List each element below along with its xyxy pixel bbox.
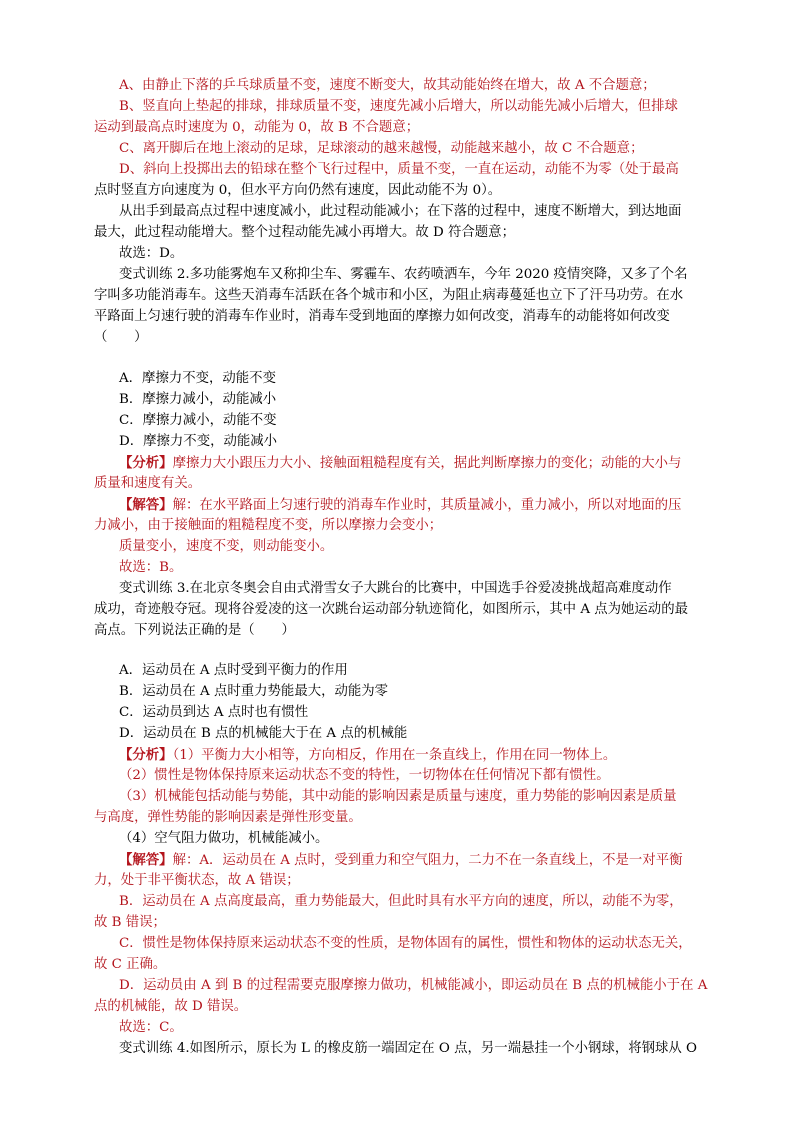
line-42	[119, 976, 707, 996]
line-30	[119, 724, 407, 744]
line-12	[94, 307, 670, 327]
line-31	[119, 745, 616, 766]
line-text: C、离开脚后在地上滚动的足球，足球滚动的越来越慢，动能越来越小，故 C 不合题意；	[119, 141, 644, 156]
line-29	[119, 703, 308, 723]
analysis-tag: 【分析】	[119, 747, 173, 763]
line-text: 故选：B。	[119, 560, 183, 575]
line-text: 最大，此过程动能增大。整个过程动能先减小再增大。故 D 符合题意；	[94, 225, 515, 240]
line-13	[94, 328, 148, 348]
line-44	[119, 1018, 183, 1038]
line-16	[119, 411, 277, 431]
line-25	[94, 600, 688, 620]
line-text: D．运动员由 A 到 B 的过程需要克服摩擦力做功，机械能减小，即运动员在 B 点的机械能小于在 A	[119, 978, 708, 993]
line-39	[94, 913, 166, 933]
line-text: 高点。下列说法正确的是（ ）	[94, 623, 295, 638]
line-17	[119, 432, 277, 452]
line-37	[94, 871, 300, 891]
answer-tag: 【解答】	[119, 497, 173, 513]
line-45	[119, 1039, 697, 1059]
line-06	[94, 181, 501, 201]
line-text: 平路面上匀速行驶的消毒车作业时，消毒车受到地面的摩擦力如何改变，消毒车的动能将如何改变	[94, 309, 670, 324]
option-d: D．摩擦力不变，动能减小	[119, 434, 278, 449]
option-a: A．运动员在 A 点时受到平衡力的作用	[119, 663, 348, 678]
line-text: （3）机械能包括动能与势能，其中动能的影响因素是质量与速度，重力势能的影响因素是质量	[119, 789, 677, 804]
line-text: 成功，奇迹般夺冠。现将谷爱凌的这一次跳台运动部分轨迹简化，如图所示，其中 A 点为她运动的最	[94, 602, 688, 617]
line-text: 运动到最高点时速度为 0，动能为 0，故 B 不合题意；	[94, 120, 420, 135]
line-07	[119, 202, 681, 222]
line-35	[119, 829, 328, 849]
line-26	[94, 621, 295, 641]
line-20	[119, 495, 681, 516]
line-text: 点时竖直方向速度为 0，但水平方向仍然有速度，因此动能不为 0）。	[94, 183, 502, 198]
line-text: （ ）	[94, 330, 148, 345]
line-text: 故 B 错误；	[94, 915, 166, 930]
analysis-tag: 【分析】	[119, 455, 173, 471]
line-21	[94, 516, 442, 536]
line-text: A、由静止下落的乒乓球质量不变，速度不断变大，故其动能始终在增大，故 A 不合题意；	[119, 78, 656, 93]
option-a: A．摩擦力不变，动能不变	[119, 371, 276, 386]
line-text: 字叫多功能消毒车。这些天消毒车活跃在各个城市和小区，为阻止病毒蔓延也立下了汗马功劳。在水	[94, 288, 684, 303]
line-38	[119, 892, 683, 912]
line-02	[119, 97, 678, 117]
line-22	[119, 537, 333, 557]
line-text: 力，处于非平衡状态，故 A 错误；	[94, 873, 300, 888]
line-text: （2）惯性是物体保持原来运动状态不变的特性，一切物体在任何情况下都有惯性。	[119, 768, 610, 783]
line-14	[119, 369, 276, 389]
line-text: 变式训练 2.多功能雾炮车又称抑尘车、雾霾车、农药喷洒车，今年 2020 疫情突降，又多了个名	[119, 267, 688, 282]
answer-tag: 【解答】	[119, 852, 173, 868]
option-b: B．摩擦力减小，动能减小	[119, 392, 277, 407]
line-36	[119, 850, 682, 871]
line-text: 变式训练 4.如图所示，原长为 L 的橡皮筋一端固定在 O 点，另一端悬挂一个小钢球，将钢球从 O	[119, 1041, 698, 1056]
line-33	[119, 787, 677, 807]
line-text: 故选：C。	[119, 1020, 183, 1035]
line-43	[94, 997, 247, 1017]
line-text: B．运动员在 A 点高度最高，重力势能最大，但此时具有水平方向的速度，所以，动能不为零，	[119, 894, 683, 909]
line-11	[94, 286, 683, 306]
line-34	[94, 808, 362, 828]
line-15	[119, 390, 276, 410]
line-text: 解：在水平路面上匀速行驶的消毒车作业时，其质量减小，重力减小，所以对地面的压	[172, 498, 682, 513]
line-text: 力减小，由于接触面的粗糙程度不变，所以摩擦力会变小；	[94, 518, 443, 533]
line-18	[119, 453, 681, 474]
line-text: 与高度，弹性势能的影响因素是弹性形变量。	[94, 810, 362, 825]
line-text: C．惯性是物体保持原来运动状态不变的性质，是物体固有的属性，惯性和物体的运动状态无关，	[119, 936, 692, 951]
line-05	[119, 160, 679, 180]
line-text: 变式训练 3.在北京冬奥会自由式滑雪女子大跳台的比赛中，中国选手谷爱凌挑战超高难度动作	[119, 581, 672, 596]
line-28	[119, 682, 388, 702]
line-text: 从出手到最高点过程中速度减小，此过程动能减小；在下落的过程中，速度不断增大，到达地面	[119, 204, 682, 219]
line-23	[119, 558, 182, 578]
line-01	[119, 76, 656, 96]
line-text: （1）平衡力大小相等，方向相反，作用在一条直线上，作用在同一物体上。	[172, 748, 617, 763]
line-text: （4）空气阻力做功，机械能减小。	[119, 831, 329, 846]
line-text: B、竖直向上垫起的排球，排球质量不变，速度先减小后增大，所以动能先减小后增大，但排球	[119, 99, 678, 114]
option-d: D．运动员在 B 点的机械能大于在 A 点的机械能	[119, 726, 408, 741]
line-41	[94, 955, 166, 975]
line-40	[119, 934, 692, 954]
line-text: 故选：D。	[119, 246, 184, 261]
option-c: C．运动员到达 A 点时也有惯性	[119, 705, 309, 720]
line-text: D、斜向上投掷出去的铅球在整个飞行过程中，质量不变，一直在运动，动能不为零（处于最高	[119, 162, 679, 177]
line-text: 质量变小，速度不变，则动能变小。	[119, 539, 334, 554]
line-text: 故 C 正确。	[94, 957, 167, 972]
line-text: 点的机械能，故 D 错误。	[94, 999, 248, 1014]
line-24	[119, 579, 672, 599]
line-03	[94, 118, 419, 138]
line-text: 质量和速度有关。	[94, 476, 202, 491]
option-c: C．摩擦力减小，动能不变	[119, 413, 277, 428]
line-19	[94, 474, 201, 494]
option-b: B．运动员在 A 点时重力势能最大，动能为零	[119, 684, 389, 699]
line-32	[119, 766, 610, 786]
line-09	[119, 244, 183, 264]
line-10	[119, 265, 687, 285]
line-04	[119, 139, 643, 159]
line-text: 解：A．运动员在 A 点时，受到重力和空气阻力，二力不在一条直线上，不是一对平衡	[172, 853, 683, 868]
line-08	[94, 223, 515, 243]
line-27	[119, 661, 348, 681]
line-text: 摩擦力大小跟压力大小、接触面粗糙程度有关，据此判断摩擦力的变化；动能的大小与	[172, 456, 682, 471]
